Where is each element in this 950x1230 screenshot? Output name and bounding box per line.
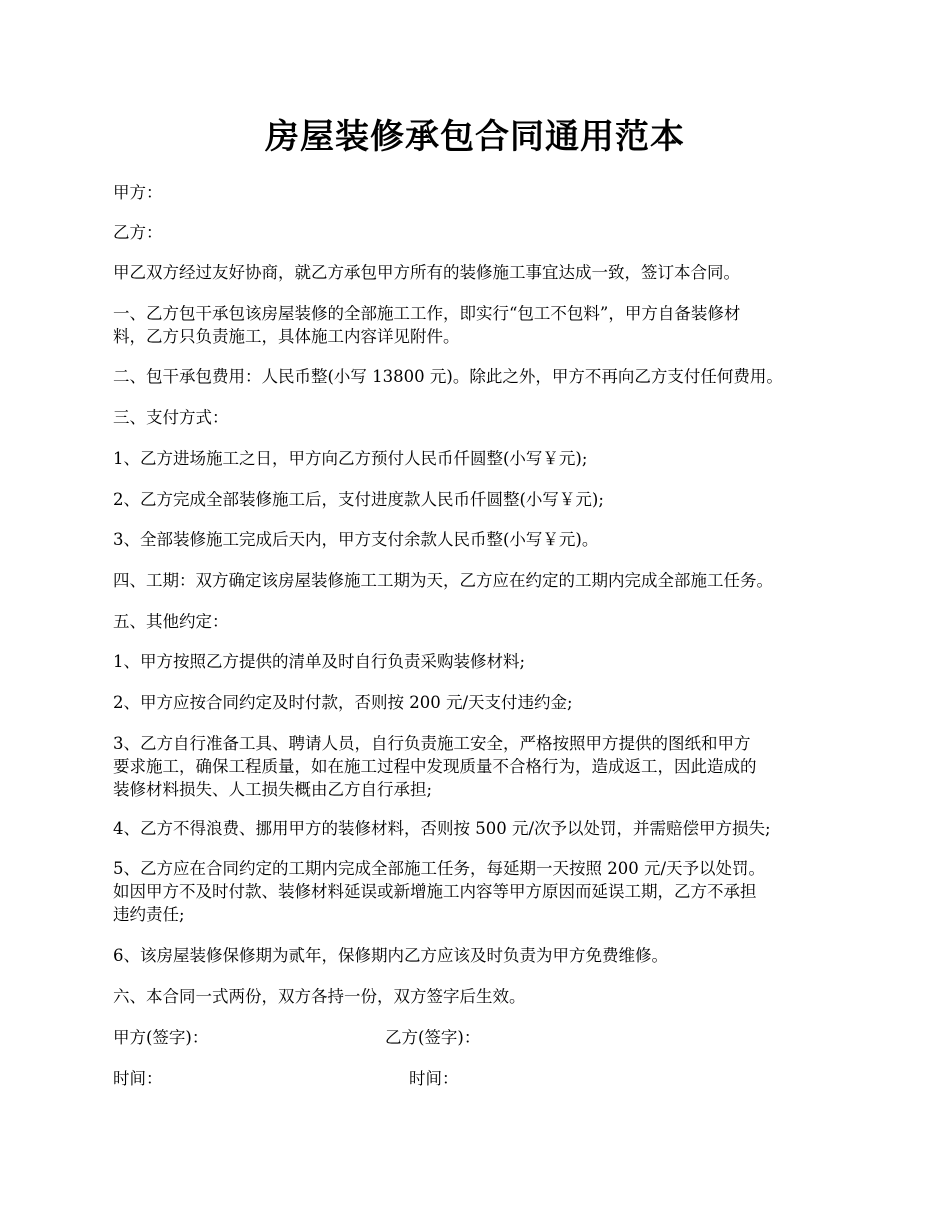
- document-title: 房屋装修承包合同通用范本: [265, 117, 685, 157]
- party-a-label: 甲方：: [113, 183, 163, 202]
- signature-party-a: 甲方(签字)：: [113, 1028, 209, 1047]
- payment-item-2: 2、乙方完成全部装修施工后，支付进度款人民币仟圆整(小写￥元);: [113, 490, 604, 509]
- intro-paragraph: 甲乙双方经过友好协商，就乙方承包甲方所有的装修施工事宜达成一致，签订本合同。: [113, 263, 740, 282]
- signature-party-b: 乙方(签字)：: [385, 1028, 481, 1047]
- party-b-label: 乙方：: [113, 223, 163, 242]
- other-item-5: [113, 857, 853, 926]
- date-party-a: 时间：: [113, 1069, 163, 1088]
- clause-4: 四、工期：双方确定该房屋装修施工工期为天，乙方应在约定的工期内完成全部施工任务。: [113, 571, 773, 590]
- payment-item-1: 1、乙方进场施工之日，甲方向乙方预付人民币仟圆整(小写￥元);: [113, 449, 588, 468]
- other-item-3-line: 要求施工，确保工程质量，如在施工过程中发现质量不合格行为，造成返工，因此造成的: [113, 757, 757, 776]
- clause-2: 二、包干承包费用：人民币整(小写 13800 元)。除此之外，甲方不再向乙方支付任何费用。: [113, 367, 783, 386]
- other-item-1: 1、甲方按照乙方提供的清单及时自行负责采购装修材料;: [113, 652, 526, 671]
- payment-item-3: 3、全部装修施工完成后天内，甲方支付余款人民币整(小写￥元)。: [113, 530, 599, 549]
- clause-5-heading: 五、其他约定：: [113, 612, 229, 631]
- clause-1-line: 料，乙方只负责施工，具体施工内容详见附件。: [113, 327, 460, 346]
- clause-3-heading: 三、支付方式：: [113, 408, 229, 427]
- other-item-5-line: 违约责任;: [113, 905, 185, 924]
- other-item-4: 4、乙方不得浪费、挪用甲方的装修材料，否则按 500 元/次予以处罚，并需赔偿甲方损失;: [113, 819, 771, 838]
- other-item-5-line: 5、乙方应在合同约定的工期内完成全部施工任务，每延期一天按照 200 元/天予以处罚。: [113, 859, 766, 878]
- other-item-3: [113, 732, 853, 801]
- other-item-2: 2、甲方应按合同约定及时付款，否则按 200 元/天支付违约金;: [113, 693, 573, 712]
- other-item-3-line: 3、乙方自行准备工具、聘请人员，自行负责施工安全，严格按照甲方提供的图纸和甲方: [113, 734, 751, 753]
- other-item-3-line: 装修材料损失、人工损失概由乙方自行承担;: [113, 780, 433, 799]
- clause-6: 六、本合同一式两份，双方各持一份，双方签字后生效。: [113, 987, 526, 1006]
- other-item-6: 6、该房屋装修保修期为贰年，保修期内乙方应该及时负责为甲方免费维修。: [113, 946, 668, 965]
- date-party-b: 时间：: [409, 1069, 459, 1088]
- clause-1: [113, 302, 853, 348]
- other-item-5-line: 如因甲方不及时付款、装修材料延误或新增施工内容等甲方原因而延误工期，乙方不承担: [113, 882, 757, 901]
- clause-1-line: 一、乙方包干承包该房屋装修的全部施工工作，即实行“包工不包料”，甲方自备装修材: [113, 304, 741, 323]
